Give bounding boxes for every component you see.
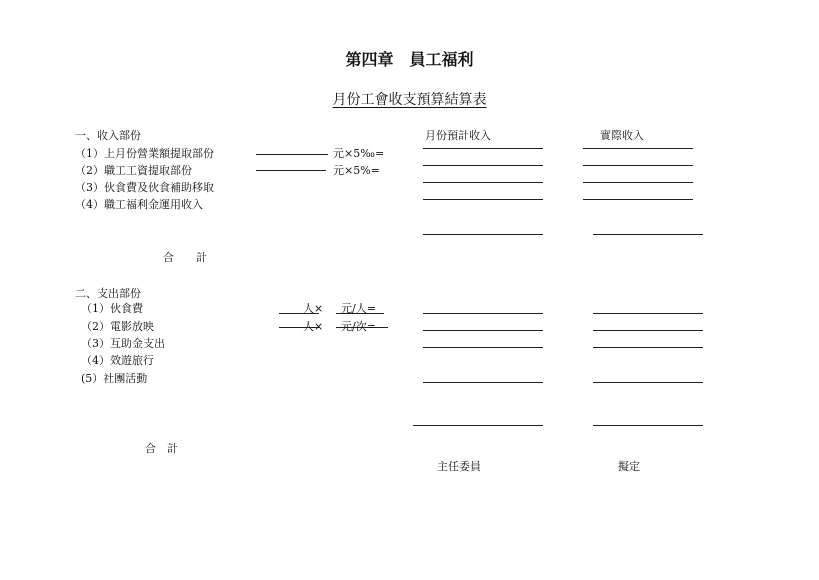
- budget-line: [423, 382, 543, 383]
- income-item-label: （2）職工工資提取部份: [75, 164, 192, 177]
- actual-line: [593, 313, 703, 314]
- income-item-label: （3）伙食費及伙食補助移取: [75, 181, 214, 194]
- income-blank-line: [256, 170, 326, 171]
- budget-line: [423, 199, 543, 200]
- expense-item-rate: 元/次=: [341, 320, 376, 333]
- actual-line: [593, 347, 703, 348]
- expense-item-persons: 人×: [303, 302, 324, 315]
- expense-total-actual-line: [593, 425, 703, 426]
- expense-item-label: （2）電影放映: [81, 320, 154, 333]
- income-item-formula: 元×5%=: [333, 164, 380, 177]
- income-total-label: 合 計: [163, 251, 207, 264]
- expense-total-budget-line: [413, 425, 543, 426]
- expense-item-rate: 元/人=: [341, 302, 376, 315]
- income-item-label: （1）上月份營業額提取部份: [75, 147, 214, 160]
- expense-item-label: （4）效遊旅行: [81, 354, 154, 367]
- column-header-budget: 月份預計收入: [425, 129, 491, 142]
- income-heading: 一、收入部份: [75, 129, 141, 142]
- budget-line: [423, 182, 543, 183]
- income-blank-line: [256, 154, 328, 155]
- actual-line: [593, 330, 703, 331]
- budget-line: [423, 148, 543, 149]
- expense-total-label: 合 計: [145, 442, 178, 455]
- income-total-actual-line: [593, 234, 703, 235]
- expense-heading: 二、支出部份: [75, 287, 141, 300]
- income-item-label: （4）職工福利金運用收入: [75, 198, 203, 211]
- budget-line: [423, 330, 543, 331]
- signature-chair: 主任委員: [437, 460, 481, 473]
- actual-line: [583, 199, 693, 200]
- expense-item-label: （1）伙食費: [81, 302, 143, 315]
- expense-item-label: （3）互助金支出: [81, 337, 165, 350]
- expense-item-label: (5）社團活動: [81, 372, 148, 385]
- income-total-budget-line: [423, 234, 543, 235]
- form-title: 月份工會收支預算結算表: [332, 92, 487, 108]
- signature-drafter: 擬定: [618, 460, 640, 473]
- actual-line: [583, 182, 693, 183]
- budget-line: [423, 313, 543, 314]
- actual-line: [583, 165, 693, 166]
- expense-item-persons: 人×: [303, 320, 324, 333]
- actual-line: [583, 148, 693, 149]
- actual-line: [593, 382, 703, 383]
- income-item-formula: 元×5‰=: [333, 147, 385, 160]
- chapter-title: 第四章 員工福利: [345, 50, 474, 69]
- budget-line: [423, 165, 543, 166]
- budget-line: [423, 347, 543, 348]
- column-header-actual: 實際收入: [600, 129, 644, 142]
